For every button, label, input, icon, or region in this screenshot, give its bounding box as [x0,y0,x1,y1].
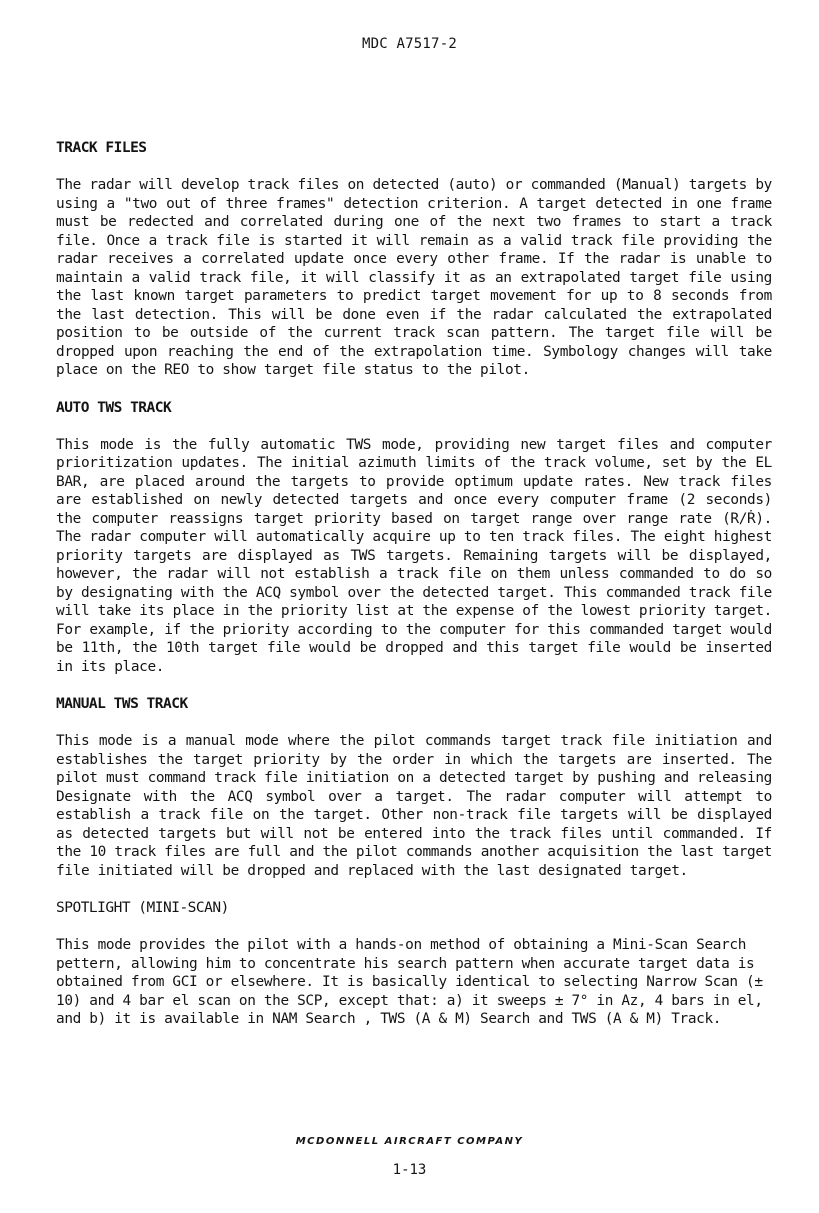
paragraph-auto-tws-track: This mode is the fully automatic TWS mode, providing new target files and computer prioritization updates. The initial azimuth limits of the track volume, set by the EL BAR, are placed around the targets to provide optimum update rates. New track files are established on newly detected targets and once every computer frame (2 seconds) the computer reassigns target priority based on target range over range rate (R/Ṙ). The radar computer will automatically acquire up to ten track files. The eight highest priority targets are displayed as TWS targets. Remaining targets will be displayed, however, the radar will not establish a track file on them unless commanded to do so by designating with the ACQ symbol over the detected target. This commanded track file will take its place in the priority list at the expense of the lowest priority target. For example, if the priority according to the computer for this commanded target would be 11th, the 10th target file would be dropped and this target file would be inserted in its place. [56,436,772,675]
paragraph-track-files: The radar will develop track files on detected (auto) or commanded (Manual) targets by using a "two out of three frames" detection criterion. A target detected in one frame must be redected and correlated during one of the next two frames to start a track file. Once a track file is started it will remain as a valid track file providing the radar receives a correlated update once every other frame. If the radar is unable to maintain a valid track file, it will classify it as an extrapolated target file using the last known target parameters to predict target movement for up to 8 seconds from the last detection. This will be done even if the radar calculated the extrapolated position to be outside of the current track scan pattern. The target file will be dropped upon reaching the end of the extrapolation time. Symbology changes will take place on the REO to show target file status to the pilot. [56,177,772,378]
paragraph-spotlight: This mode provides the pilot with a hands-on method of obtaining a Mini-Scan Search pettern, allowing him to concentrate his search pattern when accurate target data is obtained from GCI or elsewhere. It is basically identical to selecting Narrow Scan (± 10) and 4 bar el scan on the SCP, except that: a) it sweeps ± 7° in Az, 4 bars in el, and b) it is available in NAM Search , TWS (A & M) Search and TWS (A & M) Track. [56,937,763,1027]
paragraph-manual-tws-track: This mode is a manual mode where the pilot commands target track file initiation and establishes the target priority by the order in which the targets are inserted. The pilot must command track file initiation on a detected target by pushing and releasing Designate with the ACQ symbol over a target. The radar computer will attempt to establish a track file on the target. Other non-track file targets will be displayed as detected targets but will not be entered into the track files until commanded. If the 10 track files are full and the pilot commands another acquisition the last target file initiated will be dropped and replaced with the last designated target. [56,733,772,879]
section-heading-manual-tws-track: MANUAL TWS TRACK [56,696,188,712]
page-number: 1-13 [392,1162,427,1178]
document-body [56,140,772,1049]
section-heading-auto-tws-track: AUTO TWS TRACK [56,399,172,416]
section-heading-spotlight: SPOTLIGHT (MINI-SCAN) [56,900,229,916]
document-number: MDC A7517-2 [362,36,457,52]
section-heading-track-files: TRACK FILES [56,140,147,156]
company-footer: MCDONNELL AIRCRAFT COMPANY [295,1136,524,1147]
